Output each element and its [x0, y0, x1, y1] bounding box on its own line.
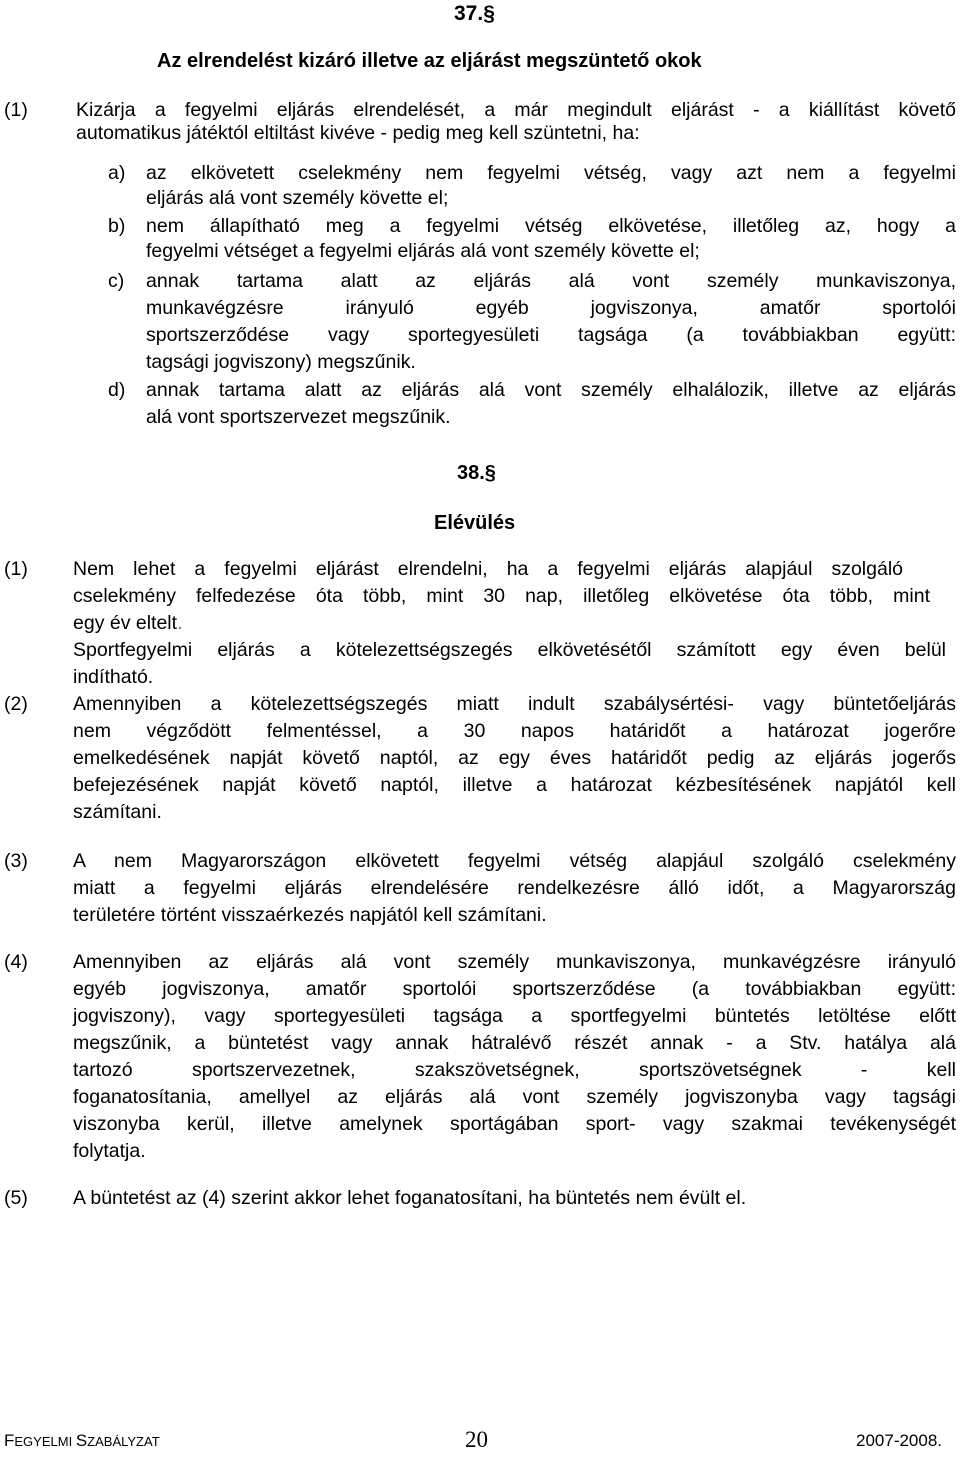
paragraph-line: emelkedésének napját követő naptól, az egy éves határidőt pedig az eljárás jogerős [73, 747, 956, 769]
paragraph-number: (4) [4, 951, 28, 973]
paragraph-line: jogviszony), vagy sportegyesületi tagsága a sportfegyelmi büntetés letöltése előtt [73, 1005, 956, 1027]
paragraph-number: (2) [4, 693, 28, 715]
list-item-label: a) [108, 162, 126, 184]
paragraph-line: Kizárja a fegyelmi eljárás elrendelését, a már megindult eljárást - a kiállítást követő [76, 99, 956, 121]
paragraph-line: indítható. [73, 666, 154, 688]
paragraph-number: (3) [4, 850, 28, 872]
paragraph-line: tartozó sportszervezetnek, szakszövetségnek, sportszövetségnek - kell [73, 1059, 956, 1081]
paragraph-line: folytatja. [73, 1140, 146, 1162]
list-item-line: annak tartama alatt az eljárás alá vont személy munkaviszonya, [146, 270, 956, 292]
footer-year: 2007-2008. [856, 1431, 943, 1450]
list-item-line: sportszerződése vagy sportegyesületi tagsága (a továbbiakban együtt: [146, 324, 956, 346]
paragraph-line: Nem lehet a fegyelmi eljárást elrendelni, ha a fegyelmi eljárás alapjául szolgáló [73, 558, 903, 580]
paragraph-line: viszonyba kerül, illetve amelynek sportágában sport- vagy szakmai tevékenységét [73, 1113, 956, 1135]
section-number: 37.§ [454, 2, 495, 25]
paragraph-number: (1) [4, 558, 28, 580]
list-item-label: d) [108, 379, 126, 401]
paragraph-line: nem végződött felmentéssel, a 30 napos határidőt a határozat jogerőre [73, 720, 956, 742]
paragraph-line: miatt a fegyelmi eljárás elrendelésére rendelkezésre álló időt, a Magyarország [73, 877, 956, 899]
paragraph-line: cselekmény felfedezése óta több, mint 30 nap, illetőleg elkövetése óta több, mint [73, 585, 930, 607]
page-number: 20 [465, 1427, 488, 1452]
paragraph-line: területére történt visszaérkezés napjától kell számítani. [73, 904, 547, 926]
list-item-line: nem állapítható meg a fegyelmi vétség elkövetése, illetőleg az, hogy a [146, 215, 956, 237]
section-title: Az elrendelést kizáró illetve az eljárást megszüntető okok [157, 50, 702, 72]
list-item-line: annak tartama alatt az eljárás alá vont személy elhalálozik, illetve az eljárás [146, 379, 956, 401]
paragraph-number: (1) [4, 99, 28, 121]
paragraph-line: automatikus játéktól eltiltást kivéve - pedig meg kell szüntetni, ha: [76, 122, 640, 144]
paragraph-line: Amennyiben a kötelezettségszegés miatt indult szabálysértési- vagy büntetőeljárás [73, 693, 956, 715]
paragraph-line: A nem Magyarországon elkövetett fegyelmi vétség alapjául szolgáló cselekmény [73, 850, 956, 872]
paragraph-line: Amennyiben az eljárás alá vont személy munkaviszonya, munkavégzésre irányuló [73, 951, 956, 973]
paragraph-line: megszűnik, a büntetést vagy annak hátralévő részét annak - a Stv. hatálya alá [73, 1032, 956, 1054]
list-item-line: alá vont sportszervezet megszűnik. [146, 406, 451, 428]
paragraph-line: számítani. [73, 801, 162, 823]
list-item-line: az elkövetett cselekmény nem fegyelmi vétség, vagy azt nem a fegyelmi [146, 162, 956, 184]
list-item-label: b) [108, 215, 126, 237]
list-item-line: eljárás alá vont személy követte el; [146, 187, 449, 209]
green-period: . [177, 612, 183, 634]
list-item-label: c) [108, 270, 125, 292]
footer-document-title: FEGYELMI SZABÁLYZAT [4, 1431, 160, 1450]
paragraph-line: A büntetést az (4) szerint akkor lehet foganatosítani, ha büntetés nem évült el. [73, 1187, 747, 1209]
paragraph-line: egy év eltelt. [73, 612, 183, 634]
paragraph-number: (5) [4, 1187, 28, 1209]
paragraph-line: foganatosítania, amellyel az eljárás alá vont személy jogviszonyba vagy tagsági [73, 1086, 956, 1108]
list-item-line: tagsági jogviszony) megszűnik. [146, 351, 416, 373]
section-number: 38.§ [457, 462, 496, 484]
section-title: Elévülés [434, 512, 516, 534]
paragraph-line: befejezésének napját követő naptól, illetve a határozat kézbesítésének napjától kell [73, 774, 956, 796]
list-item-line: munkavégzésre irányuló egyéb jogviszonya, amatőr sportolói [146, 297, 956, 319]
paragraph-line: egyéb jogviszonya, amatőr sportolói sportszerződése (a továbbiakban együtt: [73, 978, 956, 1000]
list-item-line: fegyelmi vétséget a fegyelmi eljárás alá vont személy követte el; [146, 240, 700, 262]
paragraph-line: Sportfegyelmi eljárás a kötelezettségszegés elkövetésétől számított egy éven belül [73, 639, 946, 661]
